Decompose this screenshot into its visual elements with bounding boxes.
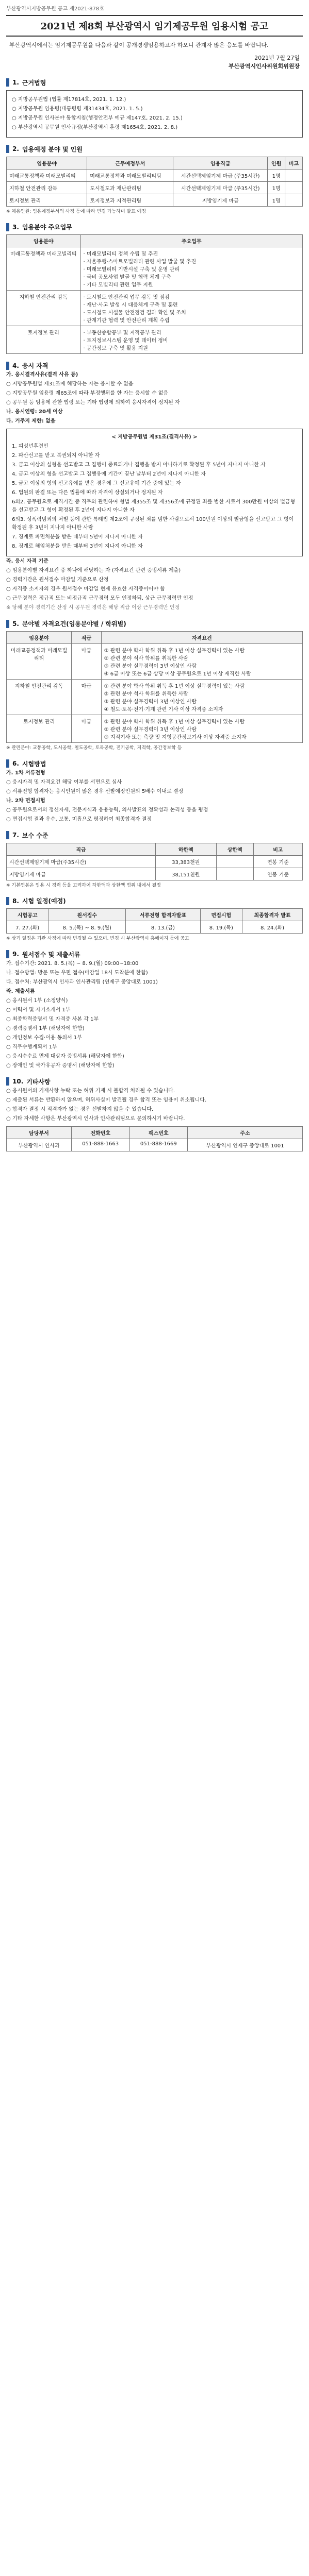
table-row: 7. 27.(화) 8. 5.(목) ~ 8. 9.(월) 8. 13.(금) 8. 19.(목) 8. 24.(화) — [7, 921, 303, 934]
table-header: 자격요건 — [101, 632, 302, 644]
duties-table — [6, 234, 303, 354]
list-item: ○ 공무원 등 임용에 관한 법령 또는 기타 법령에 의하여 응시자격이 정지된 자 — [6, 400, 180, 406]
intro-text: 부산광역시에서는 임기제공무원을 다음과 같이 공개경쟁임용하고자 하오니 관계자 많은 응모를 바랍니다. — [9, 42, 269, 48]
positions-note: ※ 채용인원: 임용예정부서의 사정 등에 따라 변경 가능하며 발표 예정 — [6, 209, 147, 214]
positions-table — [6, 157, 303, 207]
table-header: 담당부서 — [7, 1126, 72, 1139]
section-salary — [6, 831, 303, 890]
table-header: 팩스번호 — [129, 1126, 188, 1139]
table-header: 직급 — [72, 632, 101, 644]
section-bar-icon — [6, 831, 9, 839]
list-item: ○ 지방공무원 임용령 제65조에 따라 부정행위를 한 자는 응시할 수 없음 — [6, 391, 169, 397]
table-header: 서류전형 합격자발표 — [126, 909, 200, 921]
legal-basis-item: ○ 부산광역시 공무원 인사규정(부산광역시 훈령 제1654호, 2021. 2. 8.) — [12, 124, 178, 130]
schedule-table — [6, 908, 303, 934]
table-header: 임용분야 — [7, 157, 87, 169]
table-row: 미래교통정책과 미래모빌리티 마급 ① 관련 분야 학사 학위 취득 후 1년 이상 실무경력이 있는 사람 ② 관련 분야 석사 학위를 취득한 사람 ③ 관련 분야 실무경력이 3년 이상인 사람 ④ 6급 이상 또는 6급 상당 이상 공무원으로 1년 이상 재직한 사람 — [7, 644, 303, 680]
table-row: 지하철 안전관리 감독 · 도시철도 안전관리 업무 감독 및 점검 · 재난·사고 발생 시 대응체계 구축 및 훈련 · 도시철도 시설물 안전점검 결과 확인 및 조치 · 관계기관 협력 및 안전관리 계획 수립 — [7, 291, 303, 326]
table-header: 임용분야 — [7, 235, 81, 247]
section-bar-icon — [6, 145, 9, 153]
legal-basis-item: ○ 지방공무원 임용령(대통령령 제31434호, 2021. 1. 5.) — [12, 106, 143, 112]
disqualification-box: < 지방공무원법 제31조(결격사유) > 1. 피성년후견인 2. 파산선고를 받고 복권되지 아니한 자 3. 금고 이상의 실형을 선고받고 그 집행이 종료되거나 집행을 받지 아니하기로 확정된 후 5년이 지나지 아니한 자 4. 금고 이상의 형을 선고받고 그 집행유예 기간이 끝난 날부터 2년이 지나지 아니한 자 5. 금고 이상의 형의 선고유예를 받은 경우에 그 선고유예 기간 중에 있는 자 6. 법원의 판결 또는 다른 법률에 따라 자격이 상실되거나 정지된 자 6의2. 공무원으로 재직기간 중 직무와 관련하여 형법 제355조 및 제356조에 규정된 죄를 범한 자로서 300만원 이상의 벌금형을 선고받고 그 형이 확정된 후 2년이 지나지 아니한 자 6의3. 성폭력범죄의 처벌 등에 관한 특례법 제2조에 규정된 죄를 범한 사람으로서 100만원 이상의 벌금형을 선고받고 그 형이 확정된 후 3년이 지나지 아니한 사람 7. 징계로 파면처분을 받은 때부터 5년이 지나지 아니한 자 8. 징계로 해임처분을 받은 때부터 3년이 지나지 아니한 자 — [6, 429, 303, 556]
subheading: 라. 응시 자격 기준 — [6, 558, 48, 565]
section-title: 8. 시험 일정(예정) — [6, 896, 303, 905]
section-bar-icon — [6, 620, 9, 628]
table-row: 지하철 안전관리 감독 도시철도과 재난관리팀 시간선택제임기제 마급 (주35시간) 1명 — [7, 181, 303, 194]
section-exam-method: 6. 시험방법 가. 1차 서류전형 ○ 응시자격 및 자격요건 해당 여부를 서면으로 심사 ○ 서류전형 합격자는 응시인원이 많은 경우 선발예정인원의 5배수 이내로 결정 나. 2차 면접시험 ○ 공무원으로서의 정신자세, 전문지식과 응용능력, 의사발표의 정확성과 논리성 등을 평정 ○ 면접시험 결과 우수, 보통, 미흡으로 평정하여 최종합격자 결정 — [6, 759, 303, 824]
table-header: 최종합격자 발표 — [242, 909, 302, 921]
contact-table — [6, 1126, 303, 1151]
table-header: 상한액 — [216, 843, 253, 855]
table-header: 근무예정부서 — [87, 157, 173, 169]
issuer: 부산광역시인사위원회위원장 — [228, 63, 300, 70]
table-header: 면접시험 — [200, 909, 242, 921]
qualifications-note: ※ 관련분야: 교통공학, 도시공학, 철도공학, 토목공학, 전기공학, 지적학, 공간정보학 등 — [6, 745, 182, 751]
section-title: 10. 기타사항 — [6, 1077, 303, 1086]
table-header: 시험공고 — [7, 909, 48, 921]
section-title: 2. 임용예정 분야 및 인원 — [6, 145, 303, 154]
page-title: 2021년 제8회 부산광역시 임기제공무원 임용시험 공고 — [6, 15, 303, 37]
section-duties — [6, 223, 303, 354]
table-header: 주요업무 — [80, 235, 303, 247]
table-row: 토지정보 관리 토지정보과 지적관리팀 지방임기제 마급 1명 — [7, 194, 303, 206]
table-header: 하한액 — [155, 843, 216, 855]
section-title: 3. 임용분야 주요업무 — [6, 223, 303, 231]
section-bar-icon — [6, 78, 9, 87]
section-bar-icon — [6, 223, 9, 231]
table-row: 지방임기제 마급 38,151천원 연봉 기준 — [7, 868, 303, 880]
notice-number: 부산광역시지방공무원 공고 제2021-878호 — [6, 6, 104, 12]
table-header: 전화번호 — [71, 1126, 129, 1139]
subheading: 다. 거주지 제한: 없음 — [6, 418, 56, 425]
salary-note: ※ 기본연봉은 임용 시 경력 등을 고려하여 하한액과 상한액 범위 내에서 결정 — [6, 883, 161, 888]
section-legal-basis — [6, 78, 303, 138]
section-title: 1. 근거법령 — [6, 78, 303, 87]
date-org — [6, 54, 300, 71]
section-schedule — [6, 896, 303, 943]
table-row: 미래교통정책과 미래모빌리티 · 미래모빌리티 정책 수립 및 추진 · 자율주행·스마트모빌리티 관련 사업 발굴 및 추진 · 미래모빌리티 기반시설 구축 및 운영 관리 · 국비 공모사업 발굴 및 협력 체계 구축 · 기타 모빌리티 관련 업무 지원 — [7, 247, 303, 291]
table-row: 토지정보 관리 · 부동산종합공부 및 지적공부 관리 · 토지정보시스템 운영 및 데이터 정비 · 공간정보 구축 및 활용 지원 — [7, 326, 303, 354]
table-header: 직급 — [7, 843, 156, 855]
section-eligibility: 4. 응시 자격 가. 응시결격사유(결격 사유 등) ○ 지방공무원법 제31조에 해당하는 자는 응시할 수 없음 ○ 지방공무원 임용령 제65조에 따라 부정행위를 한 자는 응시할 수 없음 ○ 공무원 등 임용에 관한 법령 또는 기타 법령에 의하여 응시자격이 정지된 자 나. 응시연령: 20세 이상 다. 거주지 제한: 없음 < 지방공무원법 제31조(결격사유) > 1. 피성년후견인 2. 파산선고를 받고 복권되지 아니한 자 3. 금고 이상의 실형을 선고받고 그 집행이 종료되거나 집행을 받지 아니하기로 확정된 후 5년이 지나지 아니한 자 4. 금고 이상의 형을 선고받고 그 집행유예 기간이 끝난 날부터 2년이 지나지 아니한 자 5. 금고 이상의 형의 선고유예를 받은 경우에 그 선고유예 기간 중에 있는 자 6. 법원의 판결 또는 다른 법률에 따라 자격이 상실되거나 정지된 자 6의2. 공무원으로 재직기간 중 직무와 관련하여 형법 제355조 및 제356조에 규정된 죄를 범한 자로서 300만원 이상의 벌금형을 선고받고 그 형이 확정된 후 2년이 지나지 아니한 자 6의3. 성폭력범죄의 처벌 등에 관한 특례법 제2조에 규정된 죄를 범한 사람으로서 100만원 이상의 벌금형을 선고받고 그 형이 확정된 후 3년이 지나지 아니한 사람 7. 징계로 파면처분을 받은 때부터 5년이 지나지 아니한 자 8. 징계로 해임처분을 받은 때부터 3년이 지나지 아니한 자 라. 응시 자격 기준 ○ 임용분야별 자격요건 중 하나에 해당하는 자 (자격요건 관련 증빙서류 제출) ○ 경력기간은 원서접수 마감일 기준으로 산정 ○ 자격증 소지자의 경우 원서접수 마감일 현재 유효한 자격증이어야 함 ○ 근무경력은 정규직 또는 비정규직 근무경력 모두 인정하되, 상근 근무경력만 인정 ※ 당해 분야 경력기간 산정 시 공무원 경력은 해당 직급 이상 근무경력만 인정 — [6, 361, 303, 612]
table-row: 시간선택제임기제 마급(주35시간) 33,383천원 연봉 기준 — [7, 855, 303, 868]
section-bar-icon — [6, 1077, 9, 1086]
table-header: 인원 — [268, 157, 285, 169]
section-bar-icon — [6, 897, 9, 905]
section-bar-icon — [6, 362, 9, 370]
legal-basis-item: ○ 지방공무원 인사분야 통합지침(행정안전부 예규 제147호, 2021. 2. 15.) — [12, 115, 183, 121]
section-positions — [6, 145, 303, 216]
legal-basis-box — [6, 90, 303, 138]
table-header: 주소 — [188, 1126, 303, 1139]
table-header: 임용분야 — [7, 632, 72, 644]
section-qualifications — [6, 619, 303, 752]
subheading: 나. 응시연령: 20세 이상 — [6, 409, 63, 415]
table-row: 부산광역시 인사과 051-888-1663 051-888-1669 부산광역시 연제구 중앙대로 1001 — [7, 1139, 303, 1151]
qualifications-table — [6, 631, 303, 743]
list-item: ○ 지방공무원법 제31조에 해당하는 자는 응시할 수 없음 — [6, 381, 134, 387]
table-header: 원서접수 — [48, 909, 126, 921]
table-header: 임용직급 — [173, 157, 268, 169]
section-bar-icon — [6, 759, 9, 768]
section-title: 7. 보수 수준 — [6, 831, 303, 840]
section-title: 4. 응시 자격 — [6, 361, 303, 370]
table-row: 미래교통정책과 미래모빌리티 미래교통정책과 미래모빌리티팀 시간선택제임기제 마급 (주35시간) 1명 — [7, 169, 303, 181]
subheading: 가. 응시결격사유(결격 사유 등) — [6, 372, 78, 378]
table-header: 비고 — [253, 843, 302, 855]
schedule-note: ※ 상기 일정은 기관 사정에 따라 변경될 수 있으며, 변경 시 부산광역시 홈페이지 등에 공고 — [6, 936, 189, 942]
salary-table — [6, 843, 303, 880]
table-row: 지하철 안전관리 감독 마급 ① 관련 분야 학사 학위 취득 후 1년 이상 실무경력이 있는 사람 ② 관련 분야 석사 학위를 취득한 사람 ③ 관련 분야 실무경력이 3년 이상인 사람 ④ 철도·토목·전기·기계 관련 기사 이상 자격증 소지자 — [7, 680, 303, 715]
table-row: 토지정보 관리 마급 ① 관련 분야 학사 학위 취득 후 1년 이상 실무경력이 있는 사람 ② 관련 분야 실무경력이 3년 이상인 사람 ③ 지적기사 또는 측량 및 지형공간정보기사 이상 자격증 소지자 — [7, 715, 303, 743]
section-title: 6. 시험방법 — [6, 759, 303, 768]
section-bar-icon — [6, 950, 9, 958]
section-others: 10. 기타사항 ○ 응시원서의 기재사항 누락 또는 허위 기재 시 불합격 처리될 수 있습니다. ○ 제출된 서류는 반환하지 않으며, 허위사실이 발견될 경우 합격 또는 임용이 취소됩니다. ○ 합격자 결정 시 적격자가 없는 경우 선발하지 않을 수 있습니다. ○ 기타 자세한 사항은 부산광역시 인사과 인사관리팀으로 문의하시기 바랍니다. 담당부서 전화번호 팩스번호 주소 부산광역시 인사과 051-888-1663 051-888-1669 부산광역시 연제구 중앙대로 1001 — [6, 1077, 303, 1151]
section-title: 9. 원서접수 및 제출서류 — [6, 950, 303, 959]
table-header: 비고 — [285, 157, 303, 169]
notice-date: 2021년 7월 27일 — [254, 54, 300, 61]
section-title: 5. 분야별 자격요건(임용분야별 / 학위별) — [6, 619, 303, 628]
legal-basis-item: ○ 지방공무원법 (법률 제17814호, 2021. 1. 12.) — [12, 96, 126, 103]
section-application: 9. 원서접수 및 제출서류 가. 접수기간: 2021. 8. 5.(목) ~ 8. 9.(월) 09:00~18:00 나. 접수방법: 방문 또는 우편 접수(마감일 18시 도착분에 한함) 다. 접수처: 부산광역시 인사과 인사관리팀 (연제구 중앙대로 1001) 라. 제출서류 ○ 응시원서 1부 (소정양식) ○ 이력서 및 자기소개서 1부 ○ 최종학력증명서 및 자격증 사본 각 1부 ○ 경력증명서 1부 (해당자에 한함) ○ 개인정보 수집·이용 동의서 1부 ○ 직무수행계획서 1부 ○ 응시수수료 면제 대상자 증빙서류 (해당자에 한함) ○ 장애인 및 국가유공자 증명서 (해당자에 한함) — [6, 950, 303, 1070]
